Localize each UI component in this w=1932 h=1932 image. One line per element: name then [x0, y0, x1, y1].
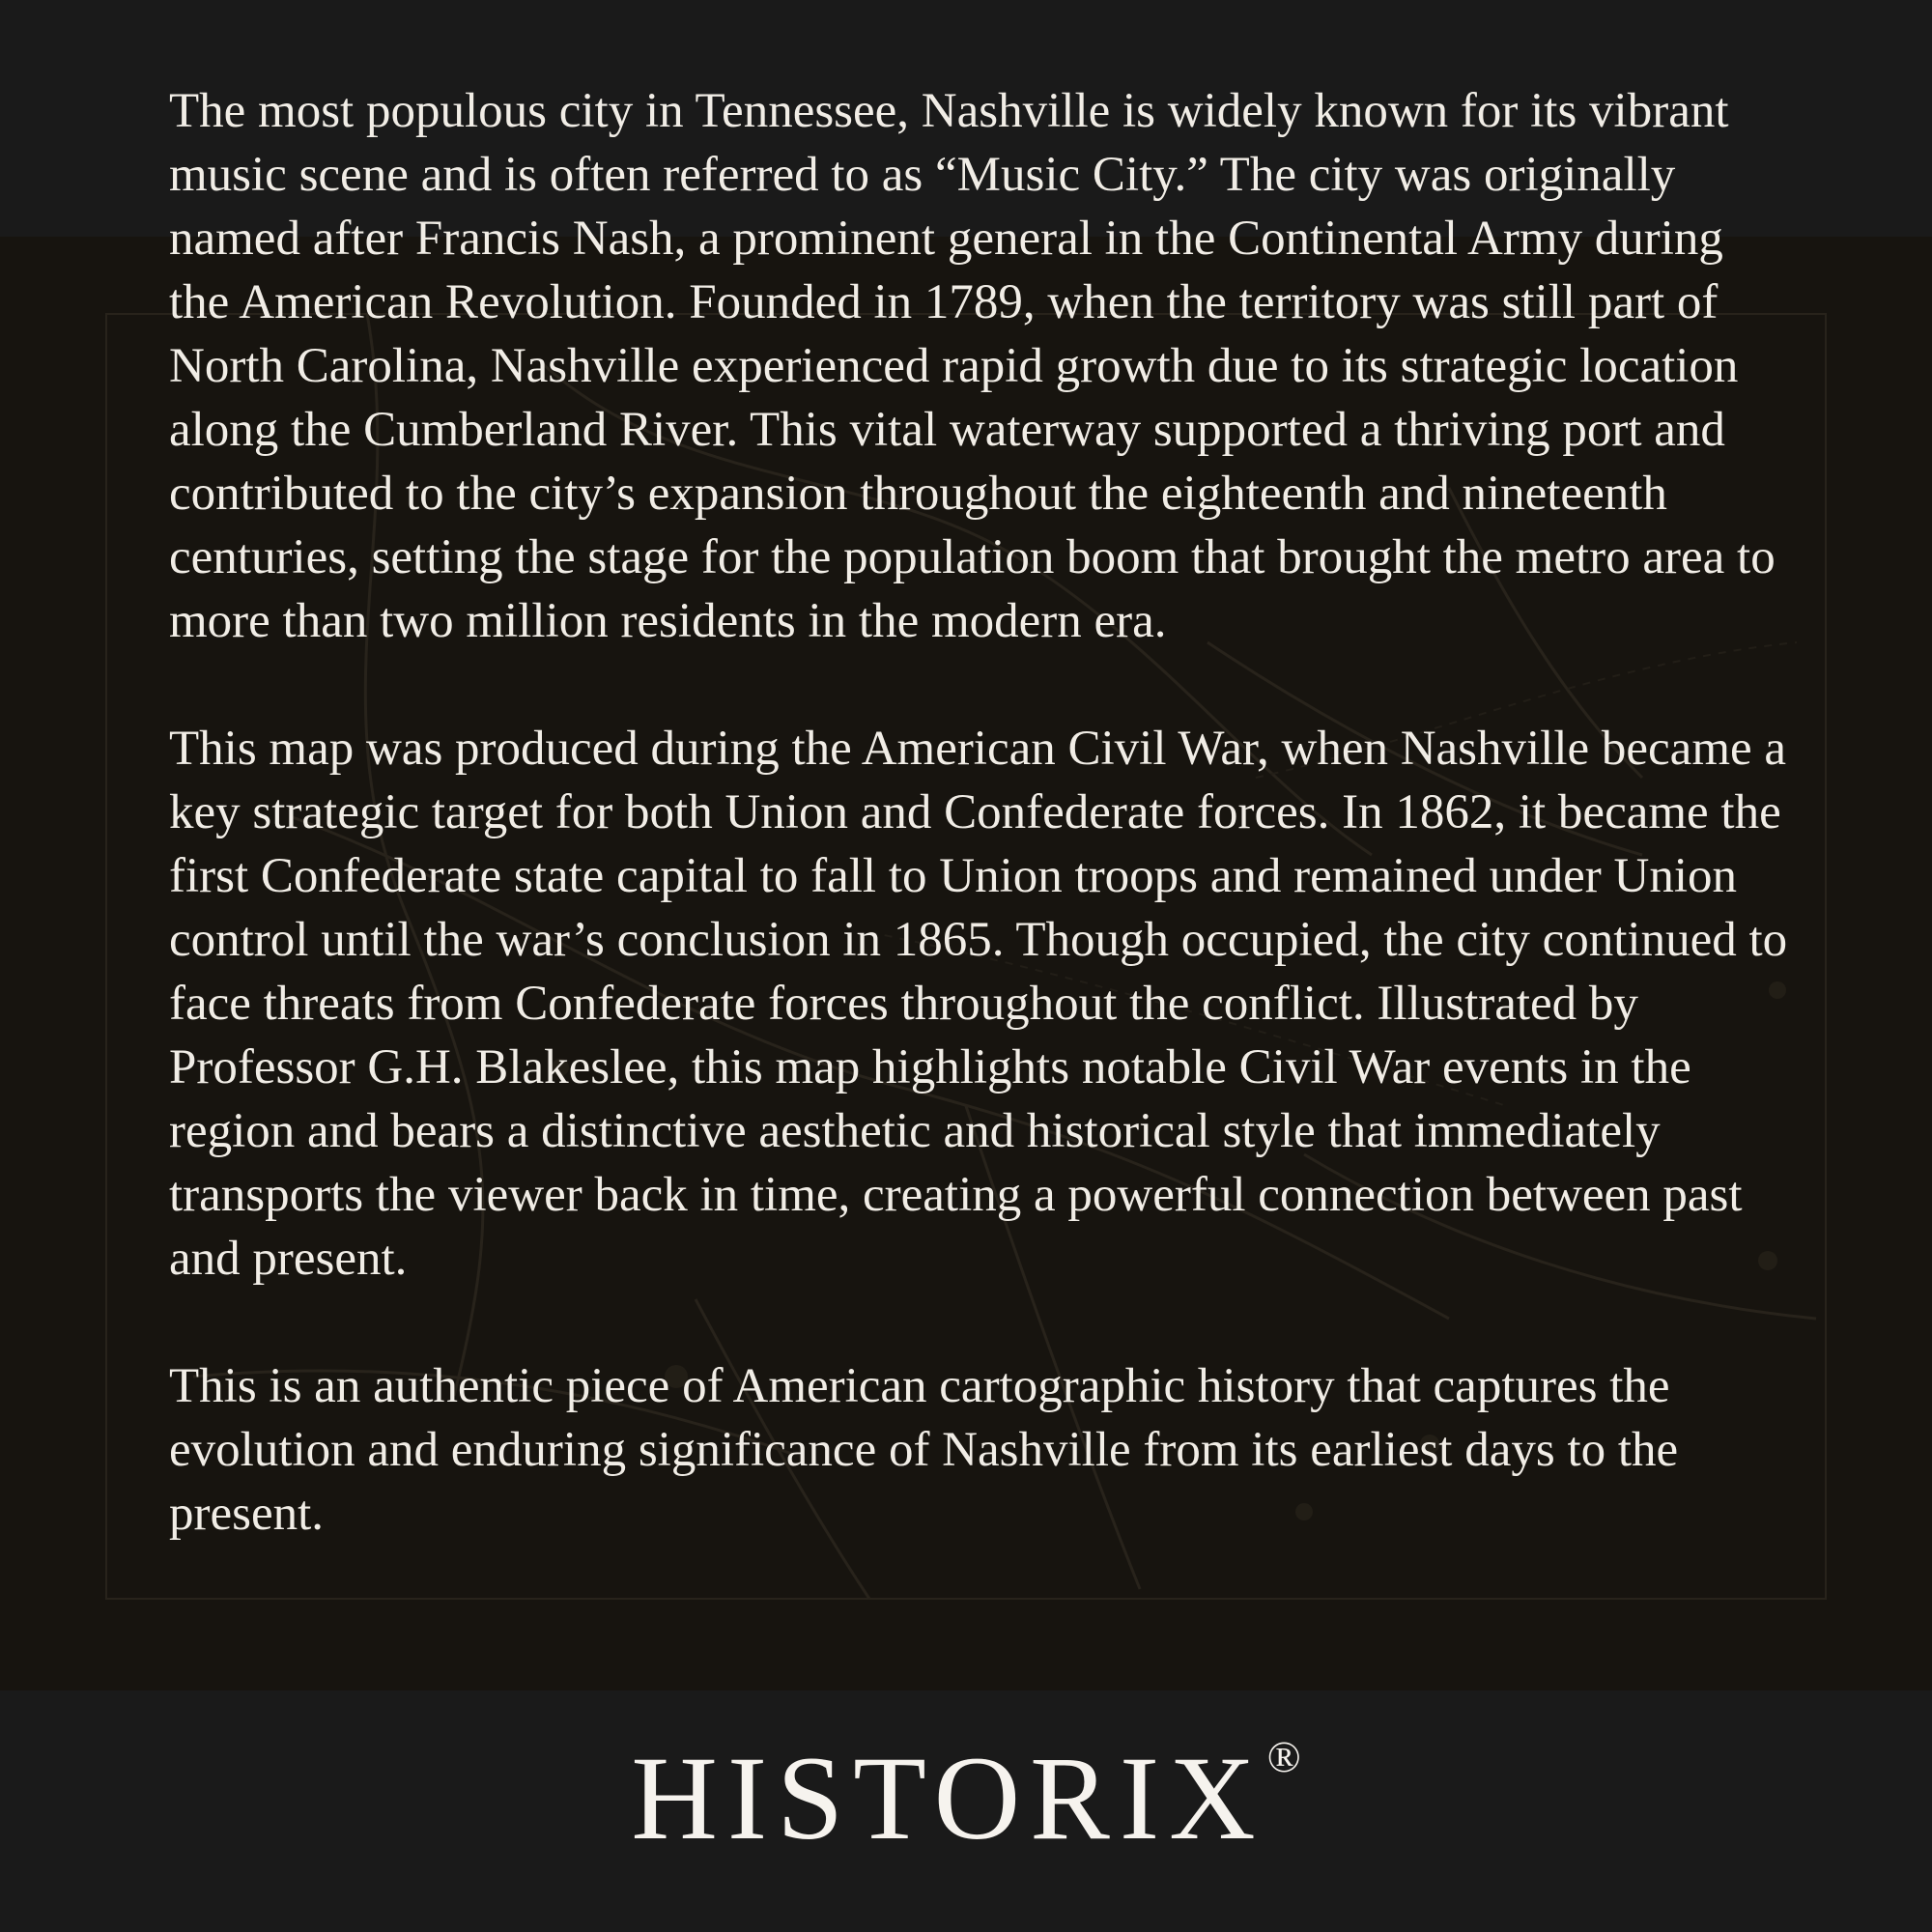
registered-mark: ®	[1266, 1731, 1301, 1781]
paragraph-history: The most populous city in Tennessee, Nashville is widely known for its vibrant music scene and is often referred to as “Music City.” The city was originally named after Francis Nash, a prominent general in the Continental Army during the American Revolution. Founded in 1789, when the territory was still part of North Carolina, Nashville experienced rapid growth due to its strategic location along the Cumberland River. This vital waterway supported a thriving port and contributed to the city’s expansion throughout the eighteenth and nineteenth centuries, setting the stage for the population boom that brought the metro area to more than two million residents in the modern era.	[169, 84, 1776, 648]
paragraph-civil-war: This map was produced during the American Civil War, when Nashville became a key strategic target for both Union and Confederate forces. In 1862, it became the first Confederate state capital to fall to Union troops and remained under Union control until the war’s conclusion in 1865. Though occupied, the city continued to face threats from Confederate forces throughout the conflict. Illustrated by Professor G.H. Blakeslee, this map highlights notable Civil War events in the region and bears a distinctive aesthetic and historical style that immediately transports the viewer back in time, creating a powerful connection between past and present.	[169, 722, 1788, 1286]
brand-logo	[0, 1731, 1932, 1866]
description-text	[169, 79, 1792, 1546]
brand-name: HISTORIX	[631, 1732, 1265, 1864]
paragraph-authenticity: This is an authentic piece of American cartographic history that captures the evolution and enduring significance of Nashville from its earliest days to the present.	[169, 1359, 1679, 1541]
